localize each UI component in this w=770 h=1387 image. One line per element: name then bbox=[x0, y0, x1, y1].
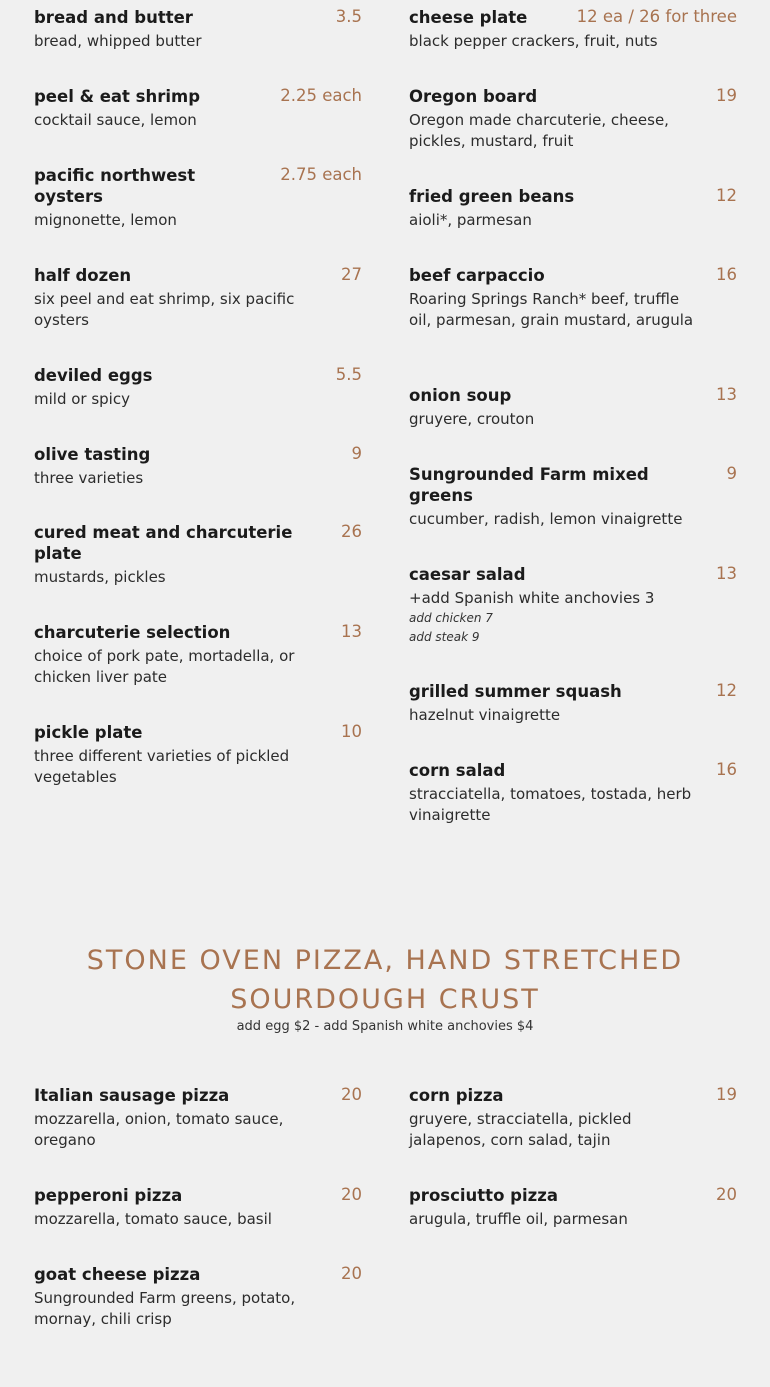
pizza-section-subtitle: add egg $2 - add Spanish white anchovies $4 bbox=[236, 1019, 534, 1034]
item-price: 13 bbox=[341, 622, 362, 641]
menu-item-half-dozen bbox=[34, 265, 362, 331]
item-name: prosciutto pizza bbox=[409, 1186, 558, 1205]
item-name: Italian sausage pizza bbox=[34, 1086, 230, 1105]
item-price: 9 bbox=[351, 444, 362, 463]
menu-item-charcuterie-plate bbox=[34, 522, 362, 588]
menu-item-olive-tasting bbox=[34, 444, 362, 489]
item-name: corn pizza bbox=[409, 1086, 504, 1105]
item-description: Oregon made charcuterie, cheese, pickles, mustard, fruit bbox=[409, 111, 669, 150]
menu-item-corn-pizza bbox=[409, 1085, 737, 1151]
item-name: pepperoni pizza bbox=[34, 1186, 183, 1205]
item-name: corn salad bbox=[409, 761, 506, 780]
item-description: three varieties bbox=[34, 469, 144, 487]
menu-item-beef-carpaccio bbox=[409, 265, 737, 331]
item-price: 20 bbox=[341, 1185, 362, 1204]
item-name: goat cheese pizza bbox=[34, 1265, 201, 1284]
item-price: 3.5 bbox=[335, 7, 362, 26]
item-name: onion soup bbox=[409, 386, 512, 405]
menu-item-fried-green-beans bbox=[409, 186, 737, 231]
item-price: 12 bbox=[716, 186, 737, 205]
pizza-section-title bbox=[0, 941, 770, 1019]
item-name: charcuterie selection bbox=[34, 623, 231, 642]
item-price: 13 bbox=[716, 564, 737, 583]
menu-item-mixed-greens bbox=[409, 464, 737, 530]
item-price: 26 bbox=[341, 522, 362, 541]
item-description: hazelnut vinaigrette bbox=[409, 706, 561, 724]
item-price: 2.75 each bbox=[280, 165, 362, 184]
menu-item-caesar-salad bbox=[409, 564, 737, 647]
item-price: 20 bbox=[341, 1085, 362, 1104]
item-price: 20 bbox=[716, 1185, 737, 1204]
item-description: mild or spicy bbox=[34, 390, 130, 408]
menu-item-corn-salad bbox=[409, 760, 737, 826]
item-description: mustards, pickles bbox=[34, 568, 166, 586]
item-price: 10 bbox=[341, 722, 362, 741]
item-price: 2.25 each bbox=[280, 86, 362, 105]
item-description: cucumber, radish, lemon vinaigrette bbox=[409, 510, 683, 528]
item-name: caesar salad bbox=[409, 565, 526, 584]
pizza-title-line-2: SOURDOUGH CRUST bbox=[230, 984, 540, 1015]
menu-item-onion-soup bbox=[409, 385, 737, 430]
item-description: aioli*, parmesan bbox=[409, 211, 532, 229]
item-name: half dozen bbox=[34, 266, 132, 285]
item-price: 27 bbox=[341, 265, 362, 284]
menu-item-pickle-plate bbox=[34, 722, 362, 788]
menu-item-peel-eat-shrimp bbox=[34, 86, 362, 131]
item-price: 19 bbox=[716, 1085, 737, 1104]
item-description: stracciatella, tomatoes, tostada, herb vinaigrette bbox=[409, 785, 692, 824]
menu-item-cheese-plate bbox=[409, 7, 737, 52]
item-description: Sungrounded Farm greens, potato, mornay, chili crisp bbox=[34, 1289, 296, 1328]
item-name: olive tasting bbox=[34, 445, 151, 464]
item-name: pickle plate bbox=[34, 723, 143, 742]
item-description: mozzarella, tomato sauce, basil bbox=[34, 1210, 272, 1228]
menu-item-goat-cheese-pizza bbox=[34, 1264, 362, 1330]
item-name: grilled summer squash bbox=[409, 682, 622, 701]
item-price: 13 bbox=[716, 385, 737, 404]
item-price: 19 bbox=[716, 86, 737, 105]
item-price: 5.5 bbox=[335, 365, 362, 384]
item-description: gruyere, crouton bbox=[409, 410, 535, 428]
item-name: cheese plate bbox=[409, 8, 528, 27]
menu-item-italian-sausage-pizza bbox=[34, 1085, 362, 1151]
menu-item-charcuterie-selection bbox=[34, 622, 362, 688]
menu-item-deviled-eggs bbox=[34, 365, 362, 410]
pizza-title-line-1: STONE OVEN PIZZA, HAND STRETCHED bbox=[86, 945, 684, 976]
item-description: six peel and eat shrimp, six pacific oysters bbox=[34, 290, 295, 329]
item-description: black pepper crackers, fruit, nuts bbox=[409, 32, 658, 50]
item-addon-note: add steak 9 bbox=[409, 630, 480, 644]
item-price: 20 bbox=[341, 1264, 362, 1283]
menu-item-oysters bbox=[34, 165, 362, 231]
item-price: 12 bbox=[716, 681, 737, 700]
item-price: 16 bbox=[716, 760, 737, 779]
item-name: Oregon board bbox=[409, 87, 538, 106]
item-name: peel & eat shrimp bbox=[34, 87, 201, 106]
item-addon-note: add chicken 7 bbox=[409, 611, 493, 625]
item-name: deviled eggs bbox=[34, 366, 153, 385]
item-name: Sungrounded Farm mixed greens bbox=[409, 465, 649, 505]
menu-item-oregon-board bbox=[409, 86, 737, 152]
item-description: three different varieties of pickled vegetables bbox=[34, 747, 290, 786]
item-description: mozzarella, onion, tomato sauce, oregano bbox=[34, 1110, 284, 1149]
item-name: fried green beans bbox=[409, 187, 575, 206]
item-description: +add Spanish white anchovies 3 bbox=[409, 589, 655, 607]
item-name: cured meat and charcuterie plate bbox=[34, 523, 293, 563]
item-description: bread, whipped butter bbox=[34, 32, 202, 50]
item-price: 9 bbox=[726, 464, 737, 483]
item-name: pacific northwest oysters bbox=[34, 166, 196, 206]
item-description: gruyere, stracciatella, pickled jalapenos, corn salad, tajin bbox=[409, 1110, 632, 1149]
item-description: choice of pork pate, mortadella, or chicken liver pate bbox=[34, 647, 295, 686]
item-price: 12 ea / 26 for three bbox=[576, 7, 737, 26]
menu-item-prosciutto-pizza bbox=[409, 1185, 737, 1230]
item-description: arugula, truffle oil, parmesan bbox=[409, 1210, 628, 1228]
item-name: beef carpaccio bbox=[409, 266, 545, 285]
item-description: mignonette, lemon bbox=[34, 211, 177, 229]
menu-item-bread-and-butter bbox=[34, 7, 362, 52]
menu-item-pepperoni-pizza bbox=[34, 1185, 362, 1230]
item-price: 16 bbox=[716, 265, 737, 284]
item-description: cocktail sauce, lemon bbox=[34, 111, 197, 129]
item-name: bread and butter bbox=[34, 8, 193, 27]
menu-item-grilled-squash bbox=[409, 681, 737, 726]
item-description: Roaring Springs Ranch* beef, truffle oil, parmesan, grain mustard, arugula bbox=[409, 290, 694, 329]
